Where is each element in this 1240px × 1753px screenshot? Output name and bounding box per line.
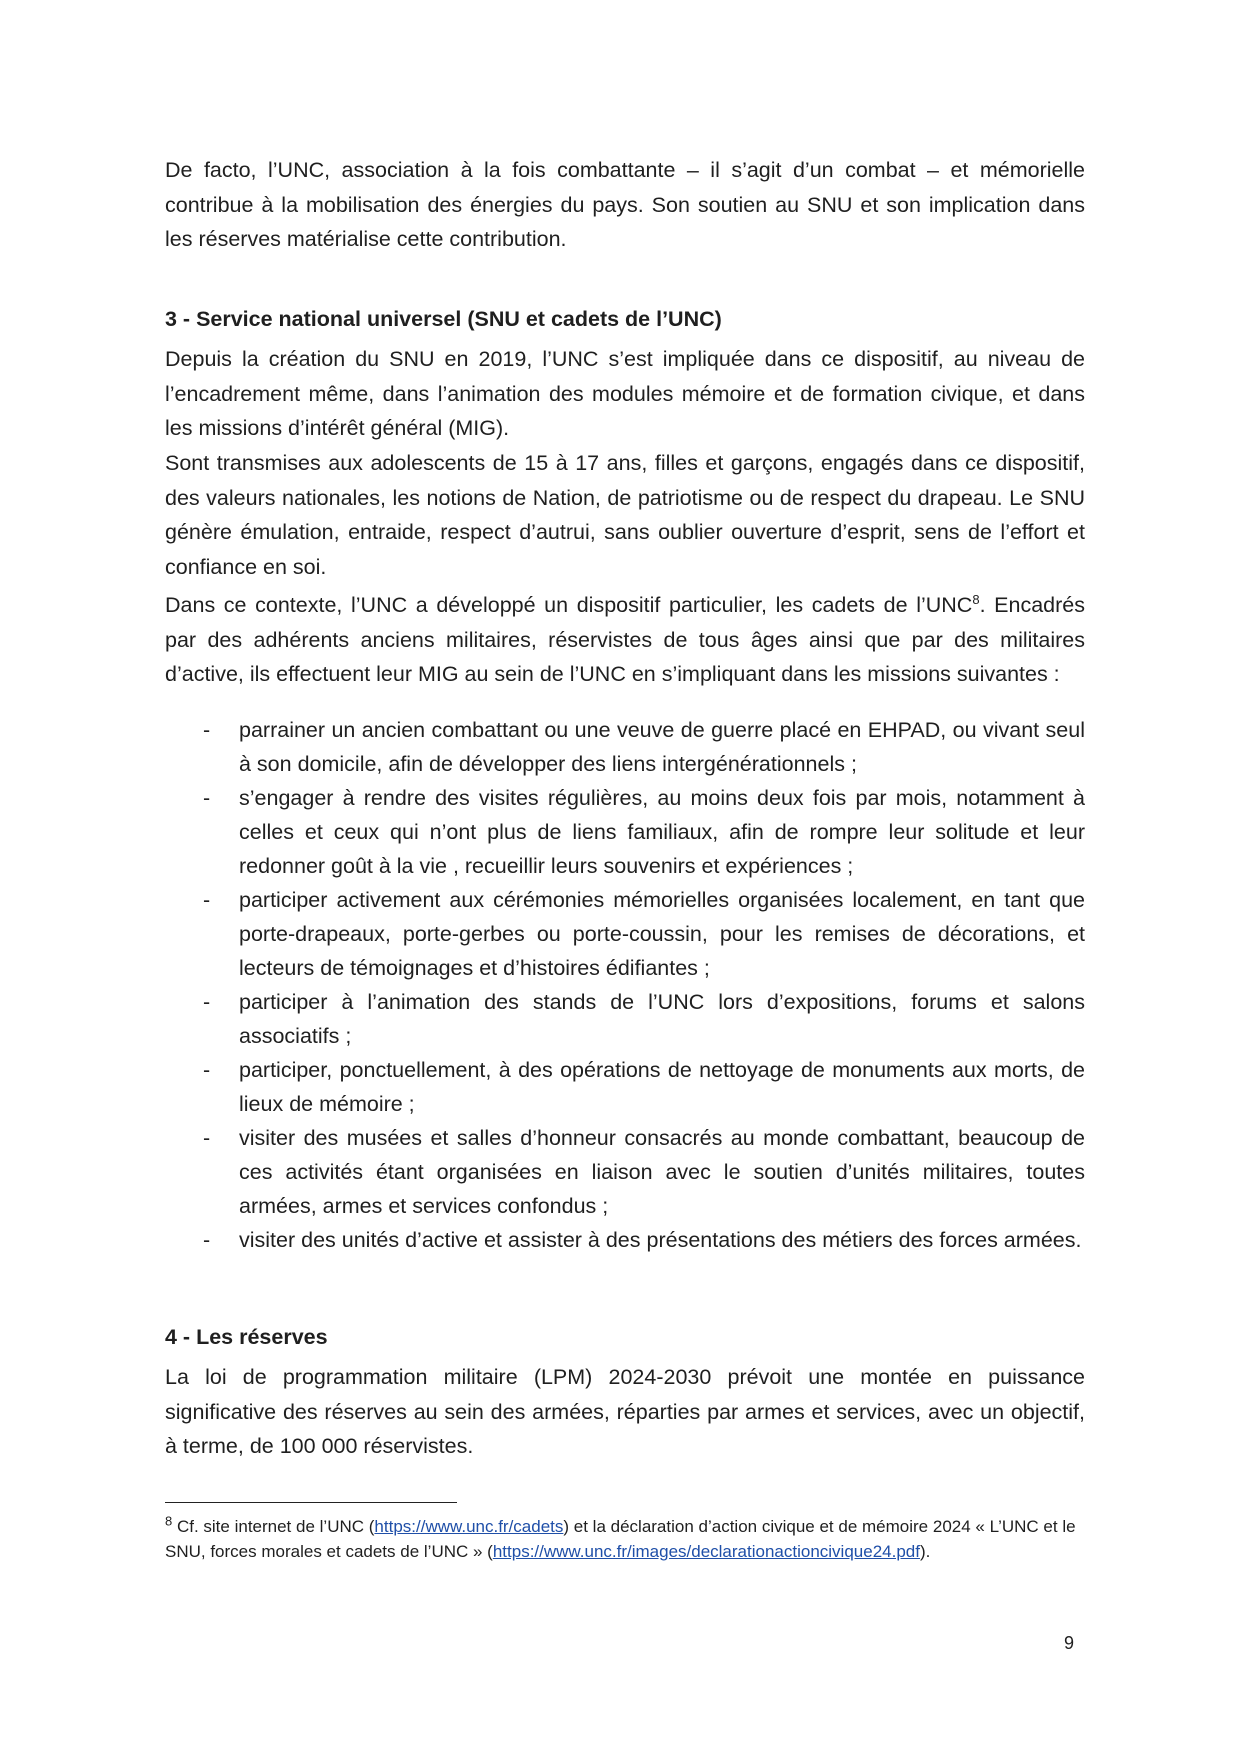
section-4-heading: 4 - Les réserves [165, 1325, 328, 1349]
mission-item [165, 985, 1085, 1053]
missions-list [165, 713, 1085, 1257]
mission-item [165, 1053, 1085, 1121]
footnote-text-end: ). [919, 1542, 931, 1561]
mission-item [165, 883, 1085, 985]
paragraph-3-end: . Encadrés par des adhérents anciens militaires, réservistes de tous âges ainsi que par des militaires d’active, ils effectuent leur MIG au sein de l’UNC en s’impliquant dans les missions suivantes : [165, 593, 1086, 686]
bullet-dash: - [203, 888, 211, 912]
section-3-heading: 3 - Service national universel (SNU et cadets de l’UNC) [165, 307, 722, 331]
footnote-separator [165, 1502, 457, 1503]
mission-item [165, 1223, 1085, 1257]
bullet-dash: - [203, 718, 211, 742]
footnote-text-start: Cf. site internet de l’UNC ( [172, 1517, 375, 1536]
section-3-paragraph-3 [165, 588, 1085, 692]
mission-item [165, 713, 1085, 781]
mission-text: participer, ponctuellement, à des opérations de nettoyage de monuments aux morts, de lieux de mémoire ; [239, 1058, 1085, 1116]
page-number: 9 [1064, 1633, 1075, 1653]
section-3-paragraph-1: Depuis la création du SNU en 2019, l’UNC s’est impliquée dans ce dispositif, au niveau de l’encadrement même, dans l’animation des modules mémoire et de formation civique, et dans les missions d’intérêt général (MIG). [165, 347, 1085, 440]
intro-paragraph: De facto, l’UNC, association à la fois combattante – il s’agit d’un combat – et mémorielle contribue à la mobilisation des énergies du pays. Son soutien au SNU et son implication dans les réserves matérialise cette contribution. [165, 158, 1085, 251]
footnote [165, 1514, 1085, 1564]
mission-text: visiter des unités d’active et assister à des présentations des métiers des forces armées. [239, 1228, 1082, 1252]
mission-text: parrainer un ancien combattant ou une veuve de guerre placé en EHPAD, ou vivant seul à son domicile, afin de développer des liens intergénérationnels ; [239, 718, 1085, 776]
bullet-dash: - [203, 1058, 211, 1082]
bullet-dash: - [203, 786, 211, 810]
mission-text: visiter des musées et salles d’honneur consacrés au monde combattant, beaucoup de ces activités étant organisées en liaison avec le soutien d’unités militaires, toutes armées, armes et services confondus ; [239, 1126, 1085, 1218]
section-4-paragraph: La loi de programmation militaire (LPM) 2024-2030 prévoit une montée en puissance significative des réserves au sein des armées, réparties par armes et services, avec un objectif, à terme, de 100 000 réservistes. [165, 1365, 1085, 1458]
paragraph-3-start: Dans ce contexte, l’UNC a développé un dispositif particulier, les cadets de l’UNC [165, 593, 973, 617]
footnote-text-mid: ) et la déclaration d’action civique et de mémoire 2024 « L’UNC et le SNU, forces morales et cadets de l’UNC » ( [165, 1517, 1076, 1561]
mission-text: participer à l’animation des stands de l’UNC lors d’expositions, forums et salons associatifs ; [239, 990, 1085, 1048]
section-3-paragraph-2: Sont transmises aux adolescents de 15 à 17 ans, filles et garçons, engagés dans ce dispositif, des valeurs nationales, les notions de Nation, de patriotisme ou de respect du drapeau. Le SNU génère émulation, entraide, respect d’autrui, sans oublier ouverture d’esprit, sens de l’effort et confiance en soi. [165, 451, 1085, 579]
footnote-link-cadets[interactable]: https://www.unc.fr/cadets [374, 1517, 564, 1536]
footnote-number: 8 [165, 1513, 173, 1529]
mission-text: s’engager à rendre des visites régulières, au moins deux fois par mois, notamment à celles et ceux qui n’ont plus de liens familiaux, afin de rompre leur solitude et leur redonner goût à la vie , recueillir leurs souvenirs et expériences ; [239, 786, 1085, 878]
bullet-dash: - [203, 990, 211, 1014]
footnote-link-declaration[interactable]: https://www.unc.fr/images/declarationactioncivique24.pdf [492, 1542, 920, 1561]
mission-text: participer activement aux cérémonies mémorielles organisées localement, en tant que porte-drapeaux, porte-gerbes ou porte-coussin, pour les remises de décorations, et lecteurs de témoignages et d’histoires édifiantes ; [239, 888, 1085, 980]
mission-item [165, 1121, 1085, 1223]
bullet-dash: - [203, 1126, 211, 1150]
mission-item [165, 781, 1085, 883]
footnote-ref-8[interactable]: 8 [972, 591, 980, 607]
bullet-dash: - [203, 1228, 211, 1252]
